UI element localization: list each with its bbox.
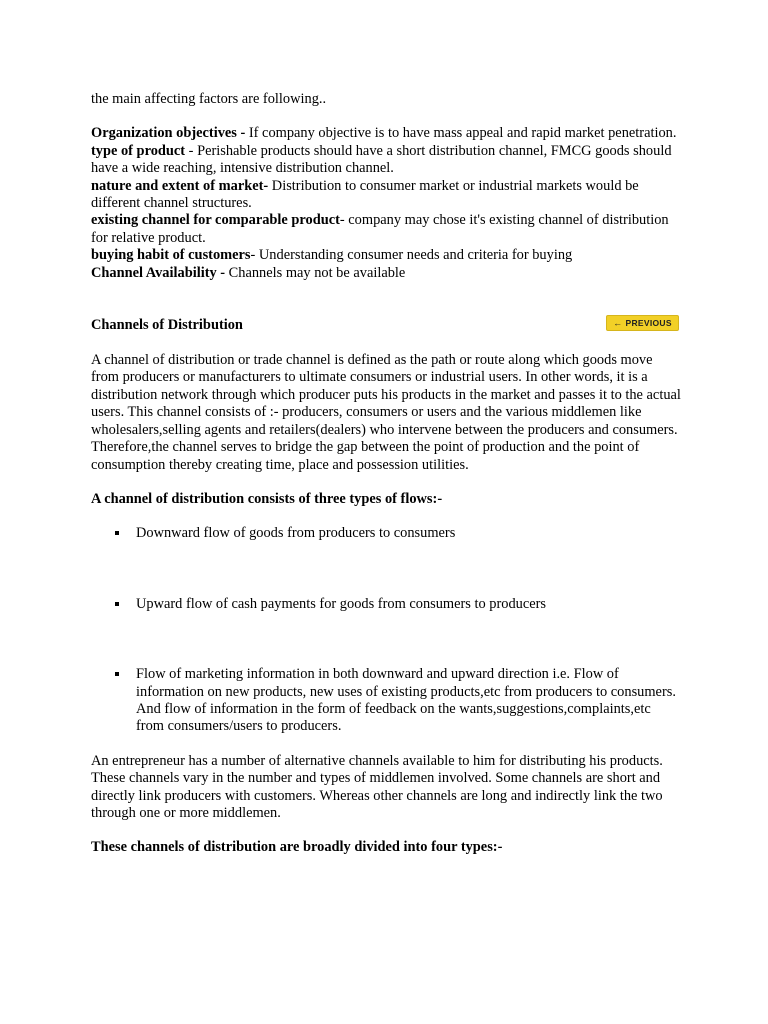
types-heading: These channels of distribution are broadly divided into four types:- [91, 839, 503, 856]
factor-text: Distribution to consumer market or industrial markets would be different channel structures. [91, 177, 639, 212]
list-item-text: Upward flow of cash payments for goods from consumers to producers [136, 595, 547, 612]
previous-button-label: PREVIOUS [625, 318, 672, 329]
arrow-left-icon: ← [613, 318, 623, 329]
list-item [91, 666, 681, 736]
factor-text: If company objective is to have mass appeal and rapid market penetration. [248, 125, 677, 142]
channel-definition: A channel of distribution or trade channel is defined as the path or route along which goods move from producers or manufacturers to ultimate consumers or industrial users. In other words, it is a distribution network through which producer puts his products in the market and passes it to the actual users. This channel consists of :- producers, consumers or users and the various middlemen like wholesalers,selling agents and retailers(dealers) who intervene between the producers and consumers. Therefore,the channel serves to bridge the gap between the point of production and the point of consumption thereby creating time, place and possession utilities. [91, 352, 681, 473]
document-body [91, 91, 681, 857]
factor-type-of-product [91, 143, 681, 178]
flows-heading: A channel of distribution consists of three types of flows:- [91, 490, 443, 507]
factor-text: - Perishable products should have a short distribution channel, FMCG goods should have a wide reaching, intensive distribution channel. [91, 142, 672, 177]
factor-organization-objectives [91, 125, 681, 142]
factor-text: - company may chose it's existing channel of distribution for relative product. [91, 212, 669, 246]
factor-buying-habit [91, 247, 681, 264]
channels-header [91, 317, 681, 335]
factors-list [91, 125, 681, 282]
bullet-icon [115, 602, 119, 606]
bullet-icon [115, 672, 119, 676]
previous-button[interactable] [606, 315, 679, 331]
factor-text: - Understanding consumer needs and criteria for buying [250, 247, 573, 264]
factor-nature-of-market [91, 178, 681, 213]
factor-label: Organization objectives - [91, 125, 249, 142]
list-item-text: Downward flow of goods from producers to consumers [136, 525, 456, 542]
factor-channel-availability [91, 265, 681, 282]
factor-existing-channel [91, 212, 681, 247]
factor-text: Channels may not be available [228, 264, 406, 281]
list-item [91, 596, 681, 613]
list-item [91, 525, 681, 542]
section-title: Channels of Distribution [91, 317, 243, 334]
flows-list [91, 525, 681, 735]
factor-label: existing channel for comparable product [91, 212, 340, 229]
intro-text: the main affecting factors are following.. [91, 91, 327, 107]
factor-label: buying habit of customers [91, 247, 251, 264]
list-item-text: Flow of marketing information in both downward and upward direction i.e. Flow of information on new products, new uses of existing products,etc from producers to consumers. And flow of information in the form of feedback on the wants,suggestions,complaints,etc from consumers/users to producers. [136, 666, 676, 735]
factor-label: Channel Availability - [91, 264, 229, 281]
factor-label: type of product [91, 142, 186, 159]
factor-label: nature and extent of market- [91, 177, 269, 194]
alternatives-paragraph: An entrepreneur has a number of alternative channels available to him for distributing his products. These channels vary in the number and types of middlemen involved. Some channels are short and directly link producers with customers. Whereas other channels are long and indirectly link the two through one or more middlemen. [91, 752, 663, 821]
bullet-icon [115, 531, 119, 535]
